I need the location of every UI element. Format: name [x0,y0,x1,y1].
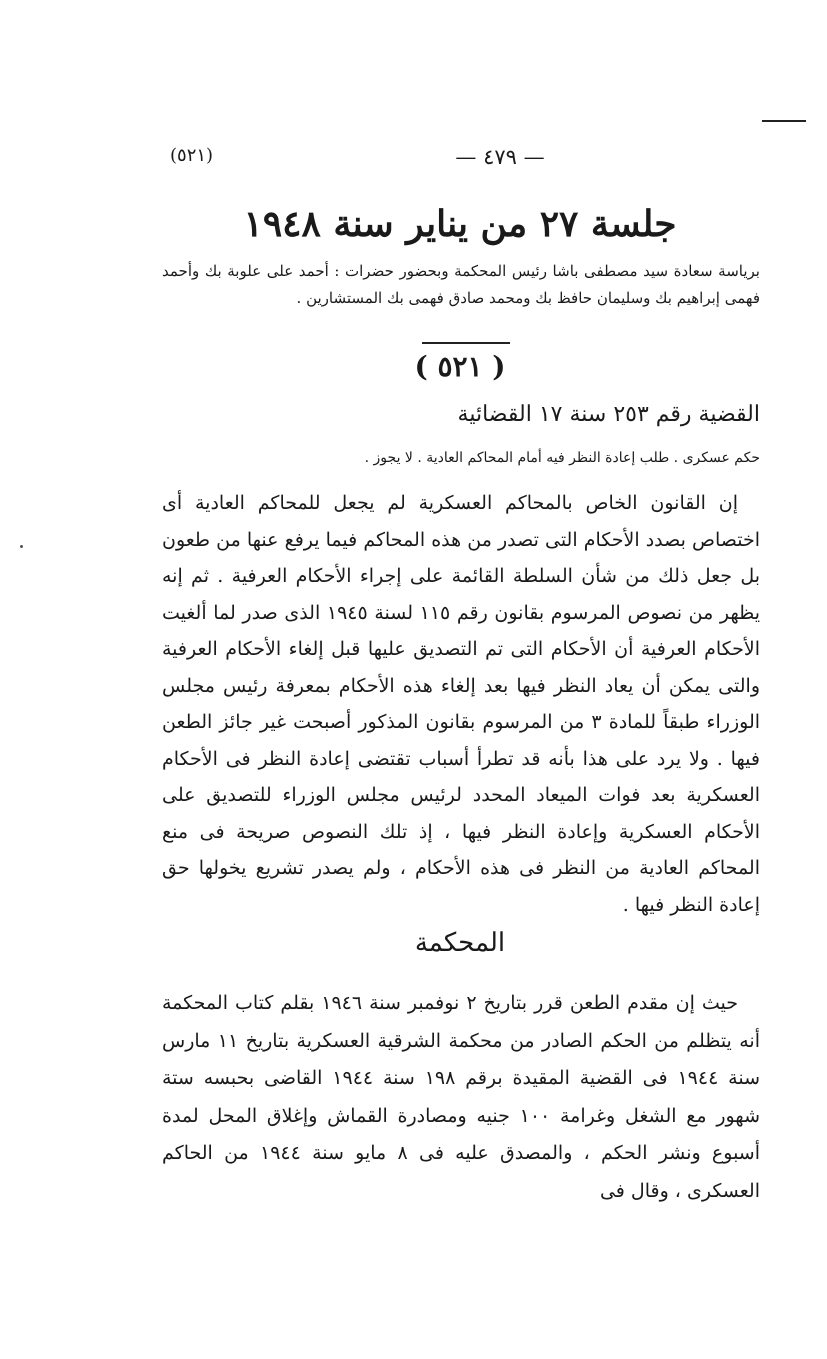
session-title: جلسة ٢٧ من يناير سنة ١٩٤٨ [243,203,677,245]
running-header [160,145,760,175]
court-section-heading: المحكمة [414,928,506,958]
case-subject: حكم عسكرى . طلب إعادة النظر فيه أمام المحاكم العادية . لا يجوز . [364,450,760,466]
page-number: — ٤٧٩ — [455,145,545,169]
case-number: ( ٥٢١ ) [414,350,506,383]
legal-principle-paragraph: إن القانون الخاص بالمحاكم العسكرية لم يجعل للمحاكم العادية أى اختصاص بصدد الأحكام التى تصدر من هذه المحاكم فيما يرفع عنها من طعون بل جعل ذلك من شأن السلطة القائمة على إجراء الأحكام العرفية . ثم إنه يظهر من نصوص المرسوم بقانون رقم ١١٥ لسنة ١٩٤٥ الذى صدر لما ألغيت الأحكام العرفية أن الأحكام التى تم التصديق عليها قبل إلغاء الأحكام العرفية والتى يمكن أن يعاد النظر فيها بعد إلغاء هذه الأحكام بمعرفة رئيس مجلس الوزراء طبقاً للمادة ٣ من المرسوم بقانون المذكور أصبحت غير جائز الطعن فيها . ولا يرد على هذا بأنه قد تطرأ أسباب تقتضى إعادة النظر فى الأحكام العسكرية بعد فوات الميعاد المحدد لرئيس مجلس الوزراء للتصديق على الأحكام العسكرية وإعادة النظر فيها ، إذ تلك النصوص صريحة فى منع المحاكم العادية من النظر فى هذه الأحكام ، ولم يصدر تشريع يخولها حق إعادة النظر فيها . [162,492,761,916]
presidency-paragraph: برياسة سعادة سيد مصطفى باشا رئيس المحكمة وبحضور حضرات : أحمد على علوبة بك وأحمد فهمى إبراهيم بك وسليمان حافظ بك ومحمد صادق فهمى بك المستشارين . [162,262,760,307]
case-heading: القضية رقم ٢٥٣ سنة ١٧ القضائية [457,402,760,427]
margin-dot [20,545,23,548]
header-case-reference: (٥٢١) [170,145,214,166]
page-edge-mark [762,120,806,122]
court-reasoning-paragraph: حيث إن مقدم الطعن قرر بتاريخ ٢ نوفمبر سنة ١٩٤٦ بقلم كتاب المحكمة أنه يتظلم من الحكم الصادر من محكمة الشرقية العسكرية بتاريخ ١١ مارس سنة ١٩٤٤ فى القضية المقيدة برقم ١٩٨ سنة ١٩٤٤ القاضى بحبسه ستة شهور مع الشغل وغرامة ١٠٠ جنيه ومصادرة القماش وإغلاق المحل لمدة أسبوع ونشر الحكم ، والمصدق عليه فى ٨ مايو سنة ١٩٤٤ من الحاكم العسكرى ، وقال فى [162,992,761,1202]
separator-rule [422,342,510,344]
